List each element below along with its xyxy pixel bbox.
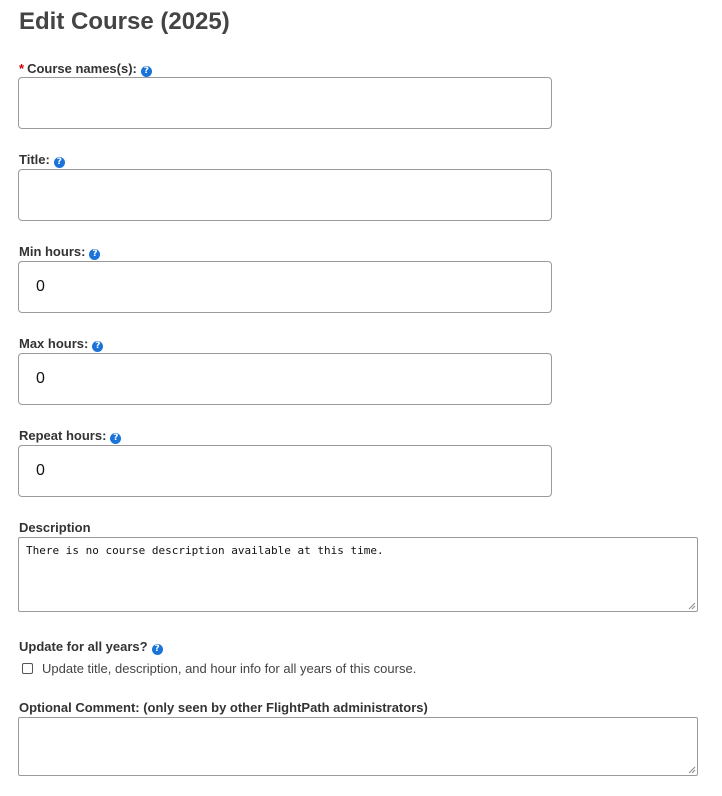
optional-comment-label: Optional Comment: (only seen by other FlightPath administrators) [19,700,428,715]
title-label-text: Title: [19,152,50,167]
repeat-hours-label [19,428,121,444]
resize-grip-icon[interactable] [687,765,696,774]
repeat-hours-input[interactable]: 0 [18,445,552,497]
update-all-years-row[interactable] [22,659,416,677]
update-all-years-checkbox[interactable] [22,663,33,674]
help-icon[interactable]: ? [141,66,152,77]
max-hours-label [19,336,103,352]
help-icon[interactable]: ? [110,433,121,444]
course-names-label [19,61,152,77]
description-label: Description [19,520,91,535]
help-icon[interactable]: ? [54,157,65,168]
update-all-years-checkbox-label[interactable]: Update title, description, and hour info for all years of this course. [42,660,417,676]
optional-comment-textarea[interactable] [18,717,698,776]
max-hours-label-text: Max hours: [19,336,89,351]
min-hours-label-text: Min hours: [19,244,86,259]
min-hours-input[interactable]: 0 [18,261,552,313]
help-icon[interactable]: ? [92,341,103,352]
course-names-input[interactable] [18,77,552,129]
title-label [19,152,65,168]
update-all-years-label [19,639,163,655]
resize-grip-icon[interactable] [687,601,696,610]
update-all-years-label-text: Update for all years? [19,639,148,654]
description-textarea[interactable] [18,537,698,612]
max-hours-input[interactable]: 0 [18,353,552,405]
title-input[interactable] [18,169,552,221]
min-hours-label [19,244,100,260]
help-icon[interactable]: ? [152,644,163,655]
description-text: There is no course description available at this time. [26,544,384,557]
required-mark: * [19,61,25,76]
help-icon[interactable]: ? [89,249,100,260]
repeat-hours-label-text: Repeat hours: [19,428,107,443]
course-names-label-text: Course names(s): [27,61,137,76]
page-title: Edit Course (2025) [19,8,230,35]
